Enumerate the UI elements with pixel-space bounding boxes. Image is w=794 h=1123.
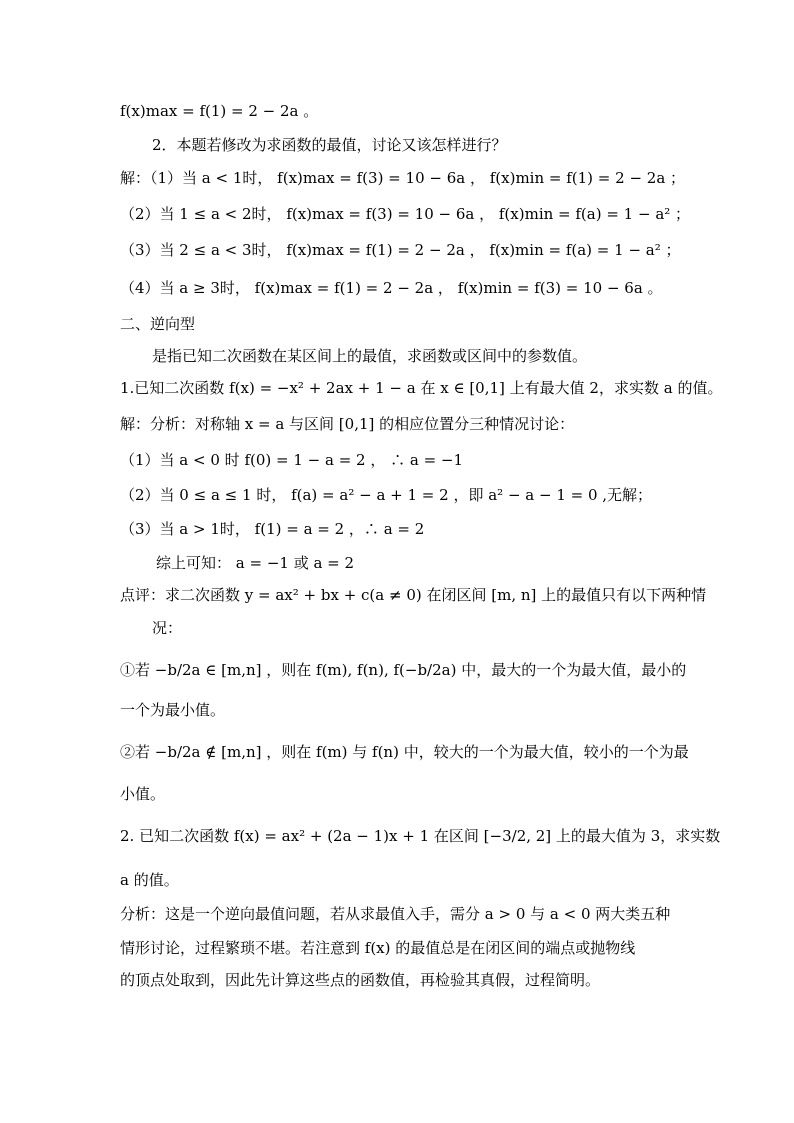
analysis-line-3: 的顶点处取到，因此先计算这些点的函数值，再检验其真假，过程简明。 xyxy=(120,971,601,989)
text-line-2: 2．本题若修改为求函数的最值，讨论又该怎样进行？ xyxy=(152,136,507,154)
text-line-20: 小值。 xyxy=(120,785,166,803)
analysis-line-1: 分析：这是一个逆向最值问题，若从求最值入手，需分 a > 0 与 a < 0 两大类五种 xyxy=(120,905,671,923)
text-line-14: 综上可知： a = −1 或 a = 2 xyxy=(156,554,355,572)
text-line-6: （4）当 a ≥ 3时， f(x)max = f(1) = 2 − 2a ， f(x)min = f(3) = 10 − 6a 。 xyxy=(120,279,663,297)
text-line-3: 解：（1）当 a < 1时， f(x)max = f(3) = 10 − 6a ， f(x)min = f(1) = 2 − 2a ； xyxy=(120,169,686,187)
text-line-8: 是指已知二次函数在某区间上的最值，求函数或区间中的参数值。 xyxy=(152,347,588,365)
text-line-22: a 的值。 xyxy=(120,871,179,889)
text-line-12: （2）当 0 ≤ a ≤ 1 时， f(a) = a² − a + 1 = 2 ，即 a² − a − 1 = 0 ,无解； xyxy=(120,486,653,504)
text-line-16: 况： xyxy=(152,619,183,637)
text-line-10: 解：分析：对称轴 x = a 与区间 [0,1] 的相应位置分三种情况讨论： xyxy=(120,415,575,433)
comment-line: 点评：求二次函数 y = ax² + bx + c(a ≠ 0) 在闭区间 [m, n] 上的最值只有以下两种情 xyxy=(120,586,707,604)
problem-2: 2. 已知二次函数 f(x) = ax² + (2a − 1)x + 1 在区间 [−3/2, 2] 上的最大值为 3，求实数 xyxy=(120,827,721,845)
case-1-line: ①若 −b/2a ∈ [m,n] ，则在 f(m), f(n), f(−b/2a) 中，最大的一个为最大值，最小的 xyxy=(120,661,687,679)
text-line-1: f(x)max = f(1) = 2 − 2a 。 xyxy=(120,102,319,120)
case-2-line: ②若 −b/2a ∉ [m,n] ，则在 f(m) 与 f(n) 中，较大的一个为最大值，较小的一个为最 xyxy=(120,743,689,761)
text-line-4: （2）当 1 ≤ a < 2时， f(x)max = f(3) = 10 − 6a ， f(x)min = f(a) = 1 − a² ； xyxy=(120,205,691,223)
text-line-5: （3）当 2 ≤ a < 3时， f(x)max = f(1) = 2 − 2a ， f(x)min = f(a) = 1 − a² ； xyxy=(120,241,681,259)
text-line-18: 一个为最小值。 xyxy=(120,701,226,719)
text-line-13: （3）当 a > 1时， f(1) = a = 2 ，∴ a = 2 xyxy=(120,520,425,538)
section-heading: 二、逆向型 xyxy=(120,315,196,333)
text-line-11: （1）当 a < 0 时 f(0) = 1 − a = 2 ， ∴ a = −1 xyxy=(120,451,464,469)
analysis-line-2: 情形讨论，过程繁琐不堪。若注意到 f(x) 的最值总是在闭区间的端点或抛物线 xyxy=(120,939,636,957)
problem-1: 1.已知二次函数 f(x) = −x² + 2ax + 1 − a 在 x ∈ [0,1] 上有最大值 2，求实数 a 的值。 xyxy=(120,379,723,397)
